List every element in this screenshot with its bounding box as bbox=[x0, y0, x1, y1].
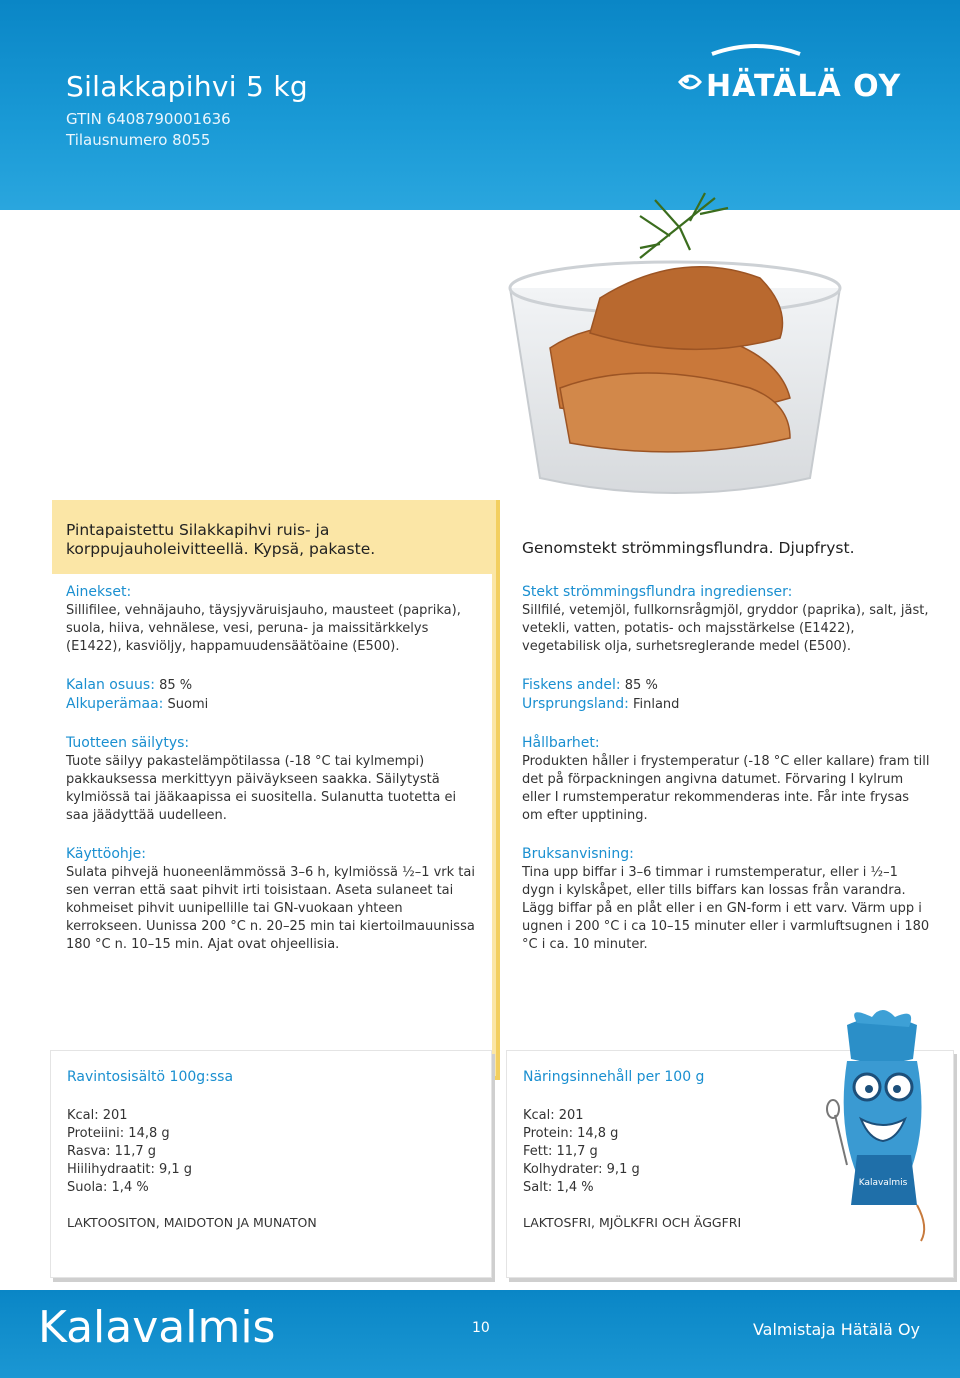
usage-section-sv bbox=[522, 845, 932, 954]
usage-label-sv: Bruksanvisning: bbox=[522, 846, 634, 862]
storage-text-sv: Produkten håller i frystemperatur (-18 °C eller kallare) fram till det på förpackningen angivna datumet. Förvaring I kylrum eller I rumstemperatur rekommenderas inte. Får inte frysas om efter upptining. bbox=[522, 754, 930, 823]
nutrition-row: Fett: 11,7 g bbox=[523, 1144, 598, 1159]
usage-label-fi: Käyttöohje: bbox=[66, 846, 147, 862]
nutrition-row: Hiilihydraatit: 9,1 g bbox=[67, 1162, 193, 1177]
allergen-free-fi: LAKTOOSITON, MAIDOTON JA MUNATON bbox=[67, 1215, 317, 1230]
fish-chef-mascot bbox=[817, 1015, 947, 1245]
page-number: 10 bbox=[472, 1320, 490, 1336]
nutrition-row: Kolhydrater: 9,1 g bbox=[523, 1162, 640, 1177]
footer-brand: Kalavalmis bbox=[38, 1302, 276, 1353]
logo-wordmark: HÄTÄLÄ OY bbox=[706, 69, 902, 104]
ingredients-section-sv bbox=[522, 583, 932, 656]
mascot-apron-label: Kalavalmis bbox=[858, 1178, 908, 1188]
header-banner bbox=[0, 0, 960, 210]
product-title: Silakkapihvi 5 kg bbox=[66, 70, 308, 103]
nutrition-box-sv bbox=[506, 1050, 954, 1278]
swedish-column bbox=[522, 583, 932, 974]
nutrition-title-fi: Ravintosisältö 100g:ssa bbox=[67, 1069, 234, 1085]
storage-section-sv bbox=[522, 734, 932, 825]
ingredients-section-fi bbox=[66, 583, 476, 656]
fish-share-value-fi: 85 % bbox=[159, 678, 193, 693]
origin-value-fi: Suomi bbox=[167, 697, 209, 712]
nutrition-row: Suola: 1,4 % bbox=[67, 1180, 149, 1195]
nutrition-row: Protein: 14,8 g bbox=[523, 1126, 619, 1141]
ingredients-text-sv: Sillfilé, vetemjöl, fullkornsrågmjöl, gryddor (paprika), salt, jäst, vetekli, vatten, potatis- och majsstärkelse (E1422), vegetabilisk olja, surhetsreglerande medel (E500). bbox=[522, 603, 929, 654]
panel-title-fi: Pintapaistettu Silakkapihvi ruis- ja korppujauholeivitteellä. Kypsä, pakaste. bbox=[66, 521, 376, 558]
nutrition-row: Kcal: 201 bbox=[67, 1108, 128, 1123]
fish-share-value-sv: 85 % bbox=[624, 678, 658, 693]
nutrition-list-sv bbox=[523, 1107, 640, 1197]
hatala-logo bbox=[676, 38, 902, 108]
order-number: Tilausnumero 8055 bbox=[66, 131, 211, 149]
fish-share-label-fi: Kalan osuus: bbox=[66, 677, 155, 693]
origin-label-fi: Alkuperämaa: bbox=[66, 696, 164, 712]
nutrition-row: Kcal: 201 bbox=[523, 1108, 584, 1123]
fish-share-label-sv: Fiskens andel: bbox=[522, 677, 621, 693]
fish-origin-section-sv bbox=[522, 676, 932, 714]
gtin-code: GTIN 6408790001636 bbox=[66, 110, 231, 128]
storage-section-fi bbox=[66, 734, 476, 825]
fish-origin-section-fi bbox=[66, 676, 476, 714]
usage-text-fi: Sulata pihvejä huoneenlämmössä 3–6 h, kylmiössä ½–1 vrk tai sen verran että saat pihvit irti toisistaan. Aseta sulaneet tai kohmeiset pihvit uunipellille tai GN-vuokaan yhteen kerrokseen. Uunissa 200 °C n. 20–25 min tai kiertoilmauunissa 180 °C n. 10–15 min. Ajat ovat ohjeellisia. bbox=[66, 865, 475, 952]
ingredients-text-fi: Sillifilee, vehnäjauho, täysjyväruisjauho, mausteet (paprika), suola, hiiva, vehnälese, vesi, peruna- ja maissitärkkelys (E1422), kasviöljy, happamuudensäätöaine (E500). bbox=[66, 603, 461, 654]
storage-text-fi: Tuote säilyy pakastelämpötilassa (-18 °C tai kylmempi) pakkauksessa merkittyyn päiväykseen saakka. Säilytystä kylmiössä tai jääkaapissa ei suositella. Sulanutta tuotetta ei saa jäädyttää uudelleen. bbox=[66, 754, 457, 823]
nutrition-row: Proteiini: 14,8 g bbox=[67, 1126, 170, 1141]
allergen-free-sv: LAKTOSFRI, MJÖLKFRI OCH ÄGGFRI bbox=[523, 1215, 742, 1230]
panel-title-sv: Genomstekt strömmingsflundra. Djupfryst. bbox=[522, 539, 855, 557]
origin-value-sv: Finland bbox=[632, 697, 680, 712]
finnish-column bbox=[66, 583, 476, 974]
nutrition-row: Rasva: 11,7 g bbox=[67, 1144, 156, 1159]
origin-label-sv: Ursprungsland: bbox=[522, 696, 629, 712]
footer-banner bbox=[0, 1290, 960, 1378]
nutrition-row: Salt: 1,4 % bbox=[523, 1180, 594, 1195]
usage-section-fi bbox=[66, 845, 476, 954]
nutrition-title-sv: Näringsinnehåll per 100 g bbox=[523, 1069, 705, 1085]
storage-label-fi: Tuotteen säilytys: bbox=[66, 735, 190, 751]
storage-label-sv: Hållbarhet: bbox=[522, 735, 600, 751]
product-photo bbox=[490, 188, 860, 508]
ingredients-label-sv: Stekt strömmingsflundra ingredienser: bbox=[522, 584, 793, 600]
footer-maker: Valmistaja Hätälä Oy bbox=[752, 1320, 920, 1339]
nutrition-list-fi bbox=[67, 1107, 192, 1197]
usage-text-sv: Tina upp biffar i 3–6 timmar i rumstemperatur, eller i ½–1 dygn i kylskåpet, eller tills biffars kan lossas från varandra. Lägg biffar på en plåt eller i en GN-form i ett varv. Värm upp i ugnen i 200 °C i ca 10–15 minuter eller i varmluftsugnen i 180 °C i ca. 10 minuter. bbox=[522, 865, 930, 952]
ingredients-label-fi: Ainekset: bbox=[66, 584, 132, 600]
nutrition-box-fi bbox=[50, 1050, 492, 1278]
